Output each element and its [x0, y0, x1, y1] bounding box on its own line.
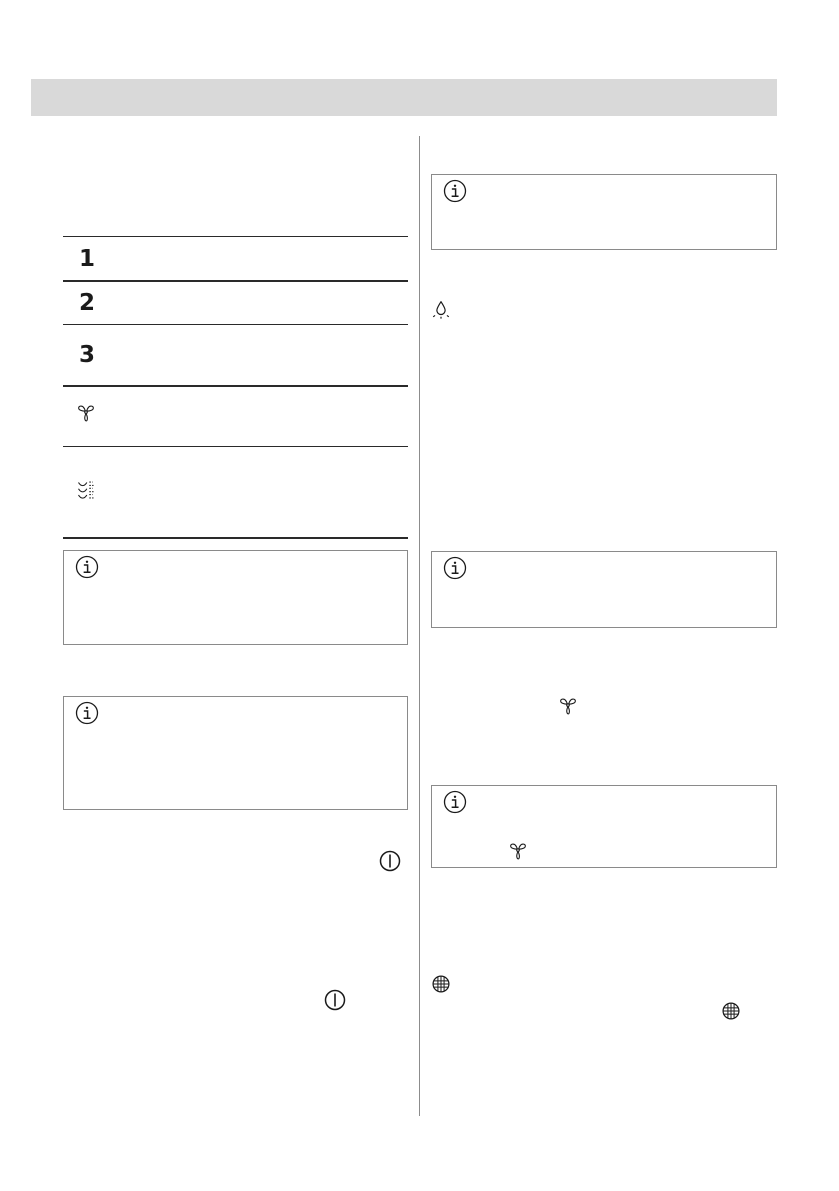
info-note-box: [431, 174, 777, 250]
power-icon: [323, 988, 347, 1012]
mode-key-2: 2: [78, 290, 95, 316]
info-note-box: [63, 550, 408, 645]
table-rule: [63, 280, 408, 282]
table-rule: [63, 537, 408, 539]
info-icon: [443, 790, 467, 814]
info-icon: [75, 701, 99, 725]
info-note-box: [431, 785, 777, 868]
fan-icon: [557, 695, 579, 717]
grid-icon: [431, 974, 451, 994]
info-icon: [75, 555, 99, 579]
table-rule: [63, 236, 408, 237]
mode-key-3: 3: [78, 342, 95, 368]
info-note-box: [63, 696, 408, 810]
section-header-bar: [31, 79, 777, 116]
column-divider: [419, 136, 420, 1116]
info-note-box: [431, 551, 777, 628]
table-rule: [63, 385, 408, 387]
info-icon: [443, 556, 467, 580]
table-rule: [63, 446, 408, 447]
mode-key-1: 1: [78, 246, 95, 272]
power-icon: [378, 849, 402, 873]
table-rule: [63, 324, 408, 325]
light-icon: [430, 298, 452, 320]
waves-icon: [76, 478, 96, 502]
grid-icon: [721, 1001, 741, 1021]
fan-icon: [507, 840, 529, 862]
fan-icon: [75, 402, 97, 424]
info-icon: [443, 179, 467, 203]
